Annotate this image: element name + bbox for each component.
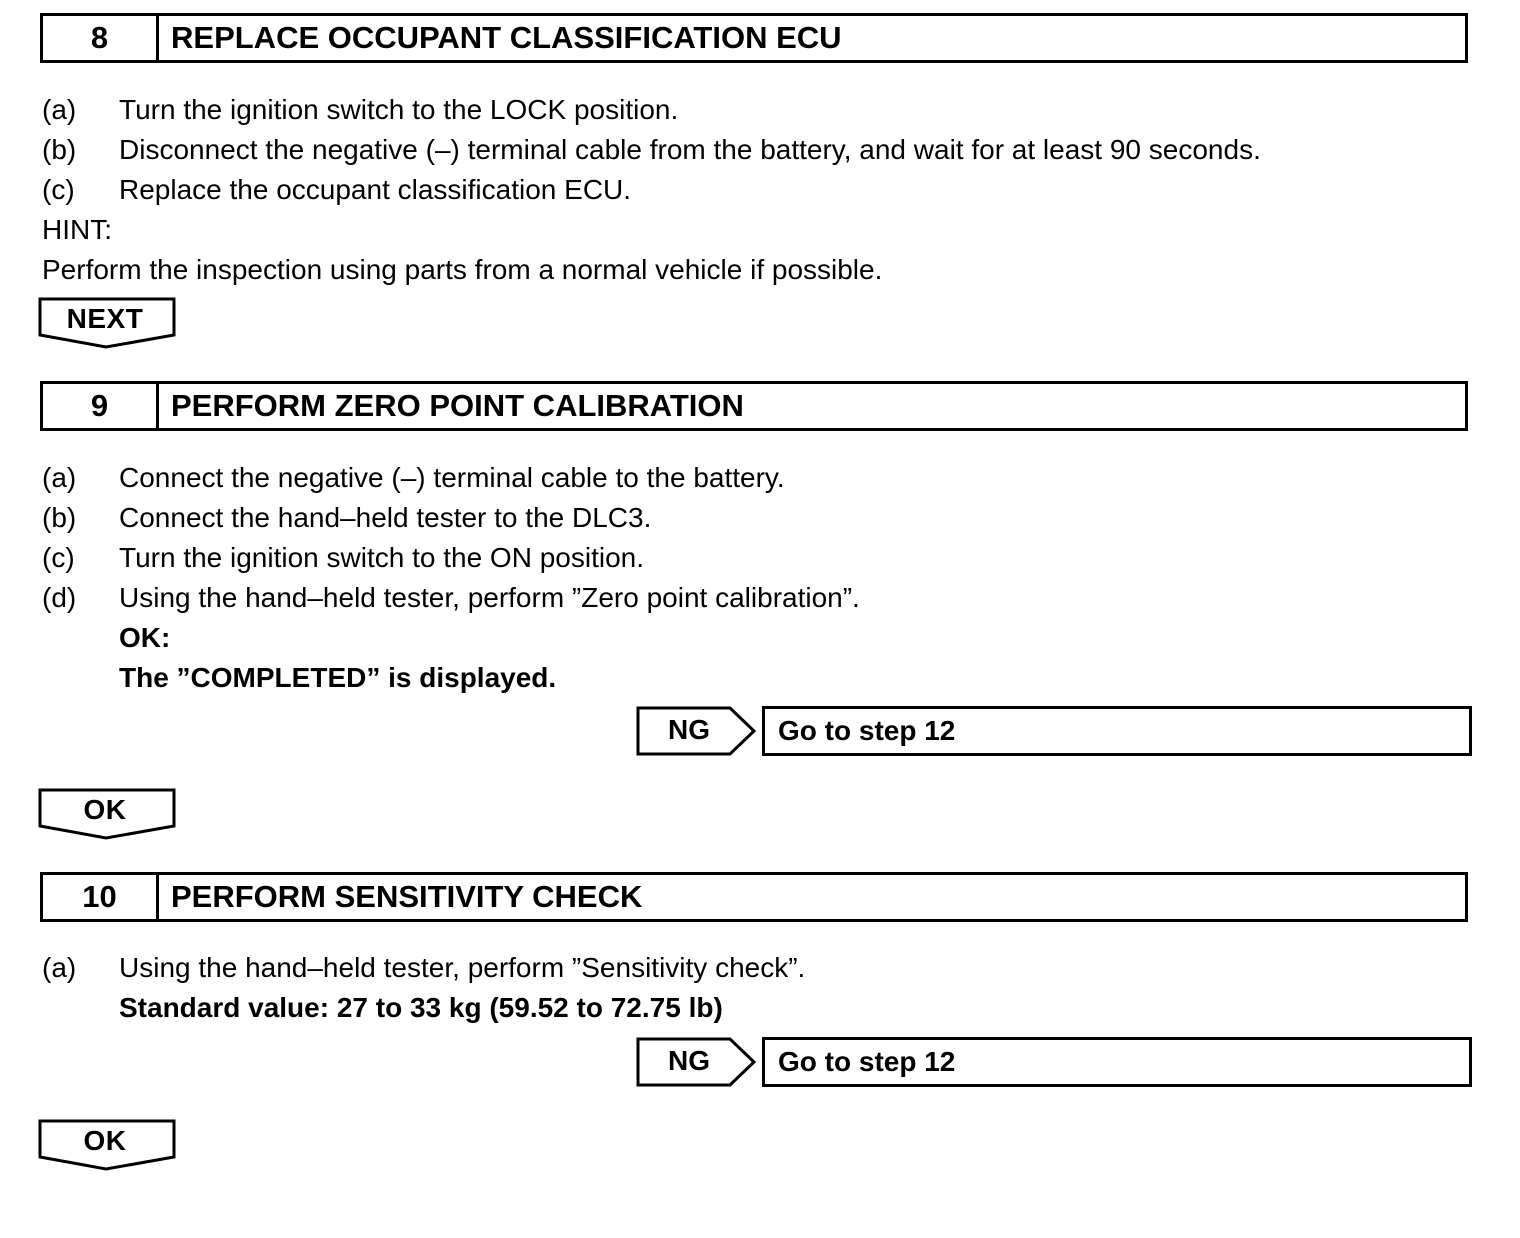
item-label: (b) [42,134,77,165]
list-item [42,461,785,495]
list-item [42,93,678,127]
ng-branch[interactable] [636,1037,1474,1089]
ok-button[interactable] [38,1119,178,1175]
step-number: 8 [43,16,159,60]
item-text: Using the hand–held tester, perform ”Zero point calibration”. [119,582,860,613]
ok-heading: OK: [119,622,171,653]
list-item [42,951,805,985]
item-text: Replace the occupant classification ECU. [119,174,632,205]
standard-value: Standard value: 27 to 33 kg (59.52 to 72.75 lb) [119,992,723,1023]
ng-branch[interactable] [636,706,1474,758]
ng-label: NG [668,1045,710,1076]
item-label: (b) [42,502,77,533]
item-label: (a) [42,94,77,125]
item-text: Connect the negative (–) terminal cable to the battery. [119,462,785,493]
next-button-label: NEXT [66,303,144,334]
go-to-step-box: Go to step 12 [762,706,1472,756]
ng-label: NG [668,714,710,745]
hint-label: HINT: [42,214,112,245]
ok-criteria: The ”COMPLETED” is displayed. [119,662,557,693]
go-to-step-box: Go to step 12 [762,1037,1472,1087]
step-title: REPLACE OCCUPANT CLASSIFICATION ECU [171,20,842,55]
step-10-header [40,872,1468,922]
step-title: PERFORM SENSITIVITY CHECK [171,879,643,914]
list-item [42,173,631,207]
list-item [42,581,860,615]
item-label: (c) [42,174,75,205]
step-number: 9 [43,384,159,428]
item-text: Connect the hand–held tester to the DLC3. [119,502,652,533]
item-label: (d) [42,582,77,613]
hint-text: Perform the inspection using parts from a normal vehicle if possible. [42,254,883,285]
item-text: Turn the ignition switch to the LOCK position. [119,94,679,125]
step-8-header [40,13,1468,63]
ok-button[interactable] [38,788,178,844]
step-9-header [40,381,1468,431]
ok-button-label: OK [83,794,127,825]
item-label: (a) [42,952,77,983]
item-label: (c) [42,542,75,573]
ok-button-label: OK [83,1125,127,1156]
item-text: Using the hand–held tester, perform ”Sensitivity check”. [119,952,806,983]
item-label: (a) [42,462,77,493]
list-item [42,501,651,535]
next-button[interactable] [38,297,178,353]
step-title: PERFORM ZERO POINT CALIBRATION [171,388,744,423]
step-number: 10 [43,875,159,919]
item-text: Turn the ignition switch to the ON position. [119,542,644,573]
list-item [42,541,644,575]
list-item [42,133,1261,167]
item-text: Disconnect the negative (–) terminal cable from the battery, and wait for at least 90 seconds. [119,134,1261,165]
